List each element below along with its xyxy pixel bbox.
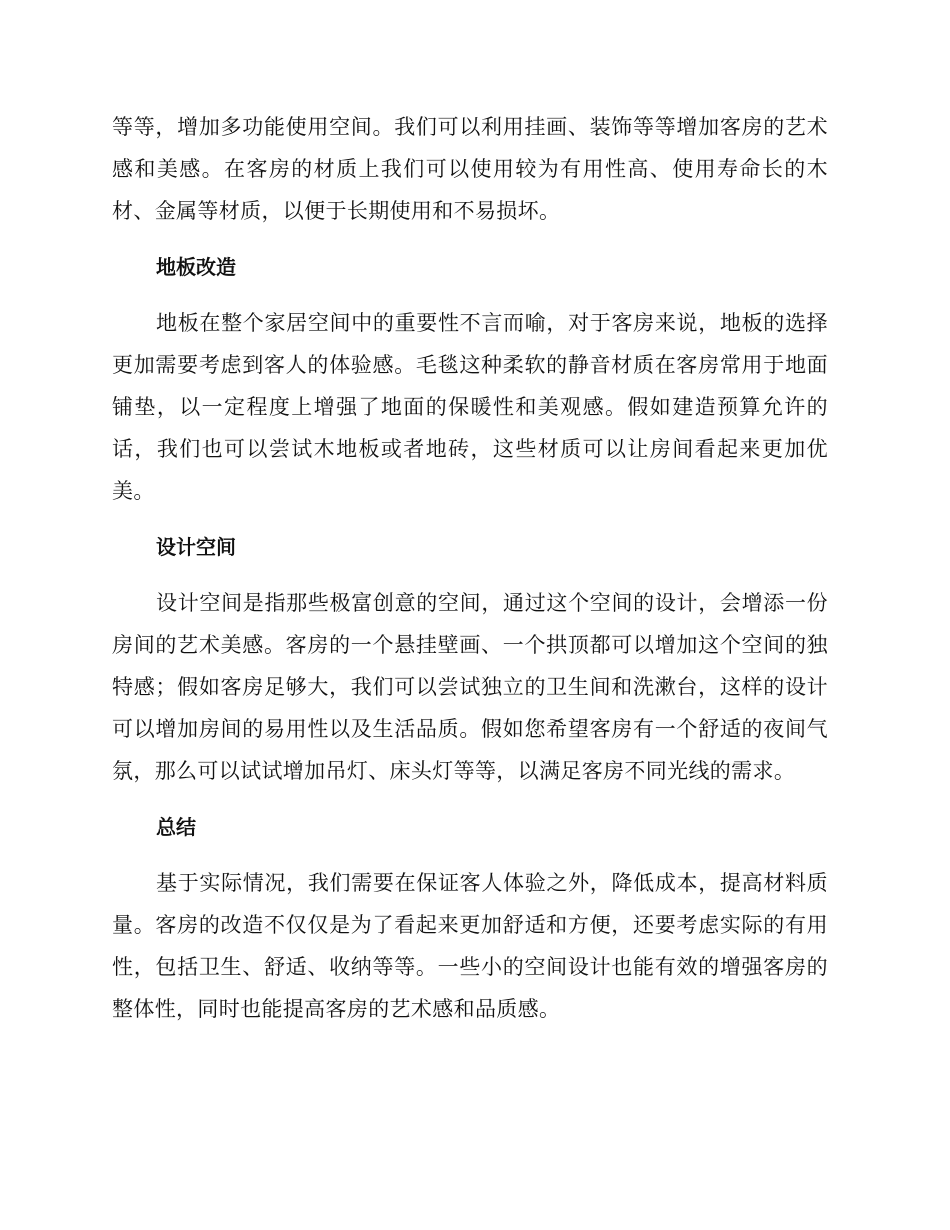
section-heading-design-space: 设计空间 xyxy=(156,535,236,559)
section-paragraph-design-space: 设计空间是指那些极富创意的空间，通过这个空间的设计，会增添一份房间的艺术美感。客房的一个悬挂壁画、一个拱顶都可以增加这个空间的独特感；假如客房足够大，我们可以尝试独立的卫生间和洗漱台，这样的设计可以增加房间的易用性以及生活品质。假如您希望客房有一个舒适的夜间气氛，那么可以试试增加吊灯、床头灯等等，以满足客房不同光线的需求。 xyxy=(112,591,828,783)
section-paragraph-summary: 基于实际情况，我们需要在保证客人体验之外，降低成本，提高材料质量。客房的改造不仅仅是为了看起来更加舒适和方便，还要考虑实际的有用性，包括卫生、舒适、收纳等等。一些小的空间设计也能有效的增强客房的整体性，同时也能提高客房的艺术感和品质感。 xyxy=(112,871,828,1021)
section-heading-summary: 总结 xyxy=(156,815,196,839)
intro-paragraph: 等等，增加多功能使用空间。我们可以利用挂画、装饰等等增加客房的艺术感和美感。在客房的材质上我们可以使用较为有用性高、使用寿命长的木材、金属等材质，以便于长期使用和不易损坏。 xyxy=(112,115,828,223)
document-body xyxy=(112,106,828,1030)
section-paragraph-floor: 地板在整个家居空间中的重要性不言而喻，对于客房来说，地板的选择更加需要考虑到客人的体验感。毛毯这种柔软的静音材质在客房常用于地面铺垫，以一定程度上增强了地面的保暖性和美观感。假如建造预算允许的话，我们也可以尝试木地板或者地砖，这些材质可以让房间看起来更加优美。 xyxy=(112,311,828,503)
section-heading-floor: 地板改造 xyxy=(156,255,236,279)
